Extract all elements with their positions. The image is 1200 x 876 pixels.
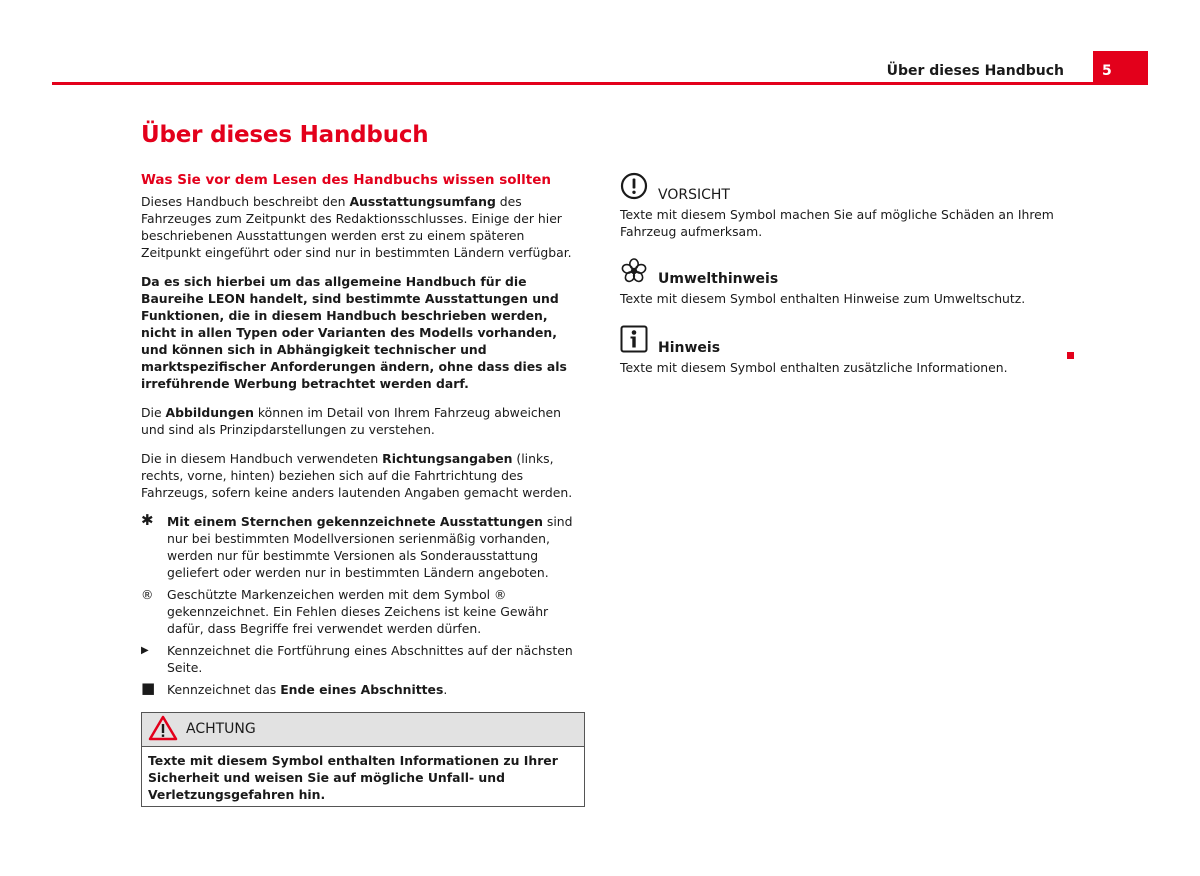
right-column <box>620 172 1080 394</box>
note-environment <box>620 258 1080 307</box>
paragraph-general-manual: Da es sich hierbei um das allgemeine Handbuch für die Baureihe LEON handelt, sind bestimmte Ausstattungen und Funktionen, die in diesem Handbuch beschrieben werden, nicht in allen Typen oder Varianten des Modells vorhanden, und können sich in Abhängigkeit technischer und marktspezifischer Anforderungen ändern, ohne dass dies als irreführende Werbung betrachtet werden darf. <box>141 274 567 391</box>
page-title: Über dieses Handbuch <box>141 122 429 148</box>
note-text: Texte mit diesem Symbol machen Sie auf mögliche Schäden an Ihrem Fahrzeug aufmerksam. <box>620 207 1054 239</box>
symbol-item-end-of-section: ■ Kennzeichnet das Ende eines Abschnittes. <box>141 679 448 697</box>
note-title: VORSICHT <box>658 187 730 203</box>
flower-icon <box>620 258 648 288</box>
paragraph-directions: Die in diesem Handbuch verwendeten Richtungsangaben (links, rechts, vorne, hinten) beziehen sich auf die Fahrtrichtung des Fahrzeugs, sofern keine anders lautenden Angaben gemacht werden. <box>141 451 573 500</box>
page-number: 5 <box>1093 51 1148 84</box>
symbol-item-continuation: ▶ Kennzeichnet die Fortführung eines Abschnittes auf der nächsten Seite. <box>141 643 573 675</box>
paragraph-illustrations: Die Abbildungen können im Detail von Ihrem Fahrzeug abweichen und sind als Prinzipdarstellungen zu verstehen. <box>141 405 562 437</box>
note-text: Texte mit diesem Symbol enthalten zusätzliche Informationen. <box>620 360 1008 375</box>
header-rule <box>52 82 1148 85</box>
warning-triangle-icon <box>148 715 178 745</box>
warning-box <box>141 712 585 807</box>
running-header-title: Über dieses Handbuch <box>886 63 1064 79</box>
registered-icon: ® <box>141 587 154 602</box>
warning-header <box>142 713 584 747</box>
symbol-item-asterisk: ✱ Mit einem Sternchen gekennzeichnete Ausstattungen sind nur bei bestimmten Modellversionen serienmäßig vorhanden, werden nur für bestimmte Versionen als Sonderausstattung geliefert oder werden nur in bestimmten Ländern angeboten. <box>141 511 573 580</box>
caution-icon <box>620 172 648 204</box>
section-heading: Was Sie vor dem Lesen des Handbuchs wissen sollten <box>141 172 552 188</box>
info-icon <box>620 325 648 357</box>
note-title: Hinweis <box>658 340 721 356</box>
paragraph-scope: Dieses Handbuch beschreibt den Ausstattungsumfang des Fahrzeuges zum Zeitpunkt des Redaktionsschlusses. Einige der hier beschriebenen Ausstattungen werden erst zu einem späteren Zeitpunkt eingeführt oder sind nur in bestimmten Ländern verfügbar. <box>141 194 572 260</box>
warning-text: Texte mit diesem Symbol enthalten Informationen zu Ihrer Sicherheit und weisen Sie auf mögliche Unfall- und Verletzungsgefahren hin. <box>148 753 558 802</box>
square-icon: ■ <box>141 679 156 697</box>
end-of-section-mark <box>1067 352 1074 359</box>
note-info <box>620 325 1080 376</box>
note-text: Texte mit diesem Symbol enthalten Hinweise zum Umweltschutz. <box>620 291 1026 306</box>
symbol-item-registered: ® Geschützte Markenzeichen werden mit dem Symbol ® gekennzeichnet. Ein Fehlen dieses Zeichens ist keine Gewähr dafür, dass Begriffe frei verwendet werden dürfen. <box>141 587 549 636</box>
left-column <box>141 172 585 807</box>
asterisk-icon: ✱ <box>141 511 154 529</box>
note-caution <box>620 172 1080 240</box>
note-title: Umwelthinweis <box>658 271 779 287</box>
triangle-right-icon: ▶ <box>141 645 149 656</box>
warning-title: ACHTUNG <box>186 721 256 737</box>
